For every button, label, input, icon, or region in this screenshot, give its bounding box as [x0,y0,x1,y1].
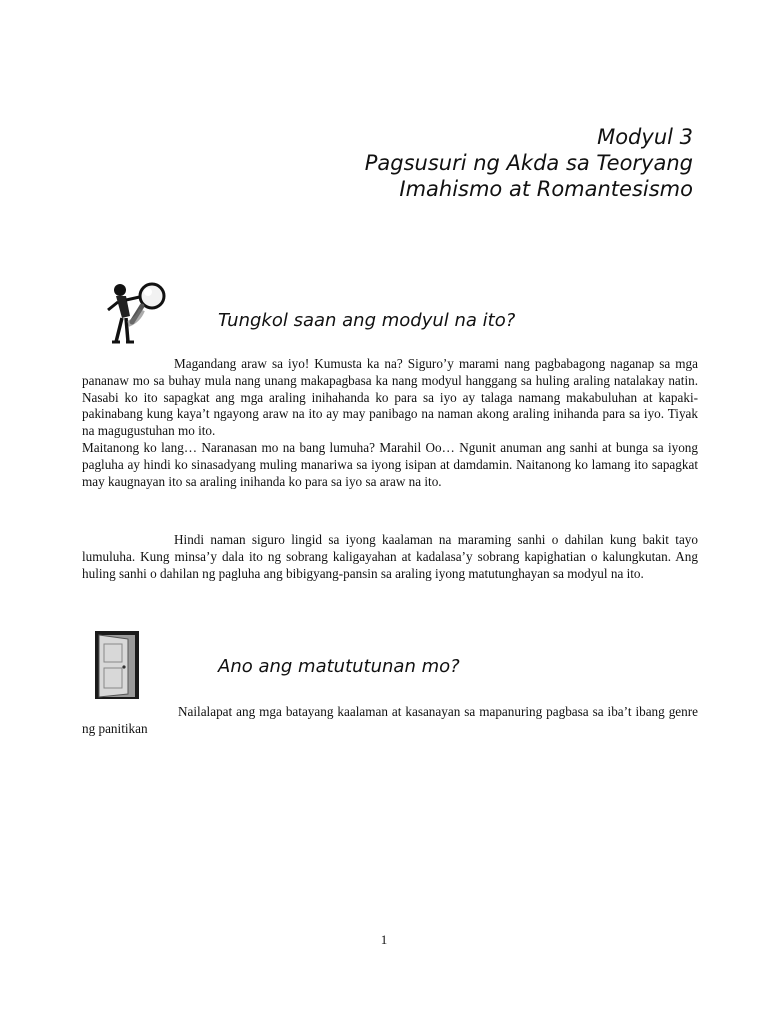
paragraph-objective: Nailalapat ang mga batayang kaalaman at kasanayan sa mapanuring pagbasa sa iba’t ibang genre ng panitikan [82,704,698,736]
section-heading-learning: Ano ang matututunan mo? [218,656,460,677]
section-about-body [82,356,698,490]
magnifying-glass-icon [98,276,170,348]
paragraph-reasons: Hindi naman siguro lingid sa iyong kaalaman na maraming sanhi o dahilan kung bakit tayo lumuluha. Kung minsa’y dala ito ng sobrang kaligayahan at kadalasa’y sobrang kapighatian o kalungkutan. Ang huling sanhi o dahilan ng pagluha ang bibigyang-pansin sa araling iyong matutunghayan sa modyul na ito. [82,532,698,581]
module-title [213,124,693,202]
section-about-body-2 [82,532,698,582]
page-number: 1 [380,932,388,947]
paragraph-greeting: Magandang araw sa iyo! Kumusta ka na? Siguro’y marami nang pagbabagong naganap sa mga pananaw mo sa buhay mula nang unang makapagbasa ka nang modyul hanggang sa huling araling natalakay natin. Nasabi ko ito sapagkat ang mga araling inihahanda ko para sa iyo ay talaga namang makabuluhan at kapaki-pakinabang kung kaya’t ngayong araw na ito ay may panibago na naman akong araling inihanda para sa iyo. Tiyak na magugustuhan mo ito. [82,356,698,439]
module-number: Modyul 3 [597,125,693,149]
module-title-line-2: Pagsusuri ng Akda sa Teoryang [364,151,693,175]
paragraph-question: Maitanong ko lang… Naranasan mo na bang lumuha? Marahil Oo… Ngunit anuman ang sanhi at bunga sa iyong pagluha ay hindi ko sinasadyang muling manariwa sa iyong isipan at damdamin. Naitanong ko lamang ito sapagkat may kaugnayan ito sa araling inihanda ko para sa iyo sa araw na ito. [82,439,698,489]
section-learning-body [82,704,698,738]
open-door-icon [94,630,140,700]
module-title-line-3: Imahismo at Romantesismo [399,177,693,201]
section-heading-about: Tungkol saan ang modyul na ito? [218,310,516,331]
